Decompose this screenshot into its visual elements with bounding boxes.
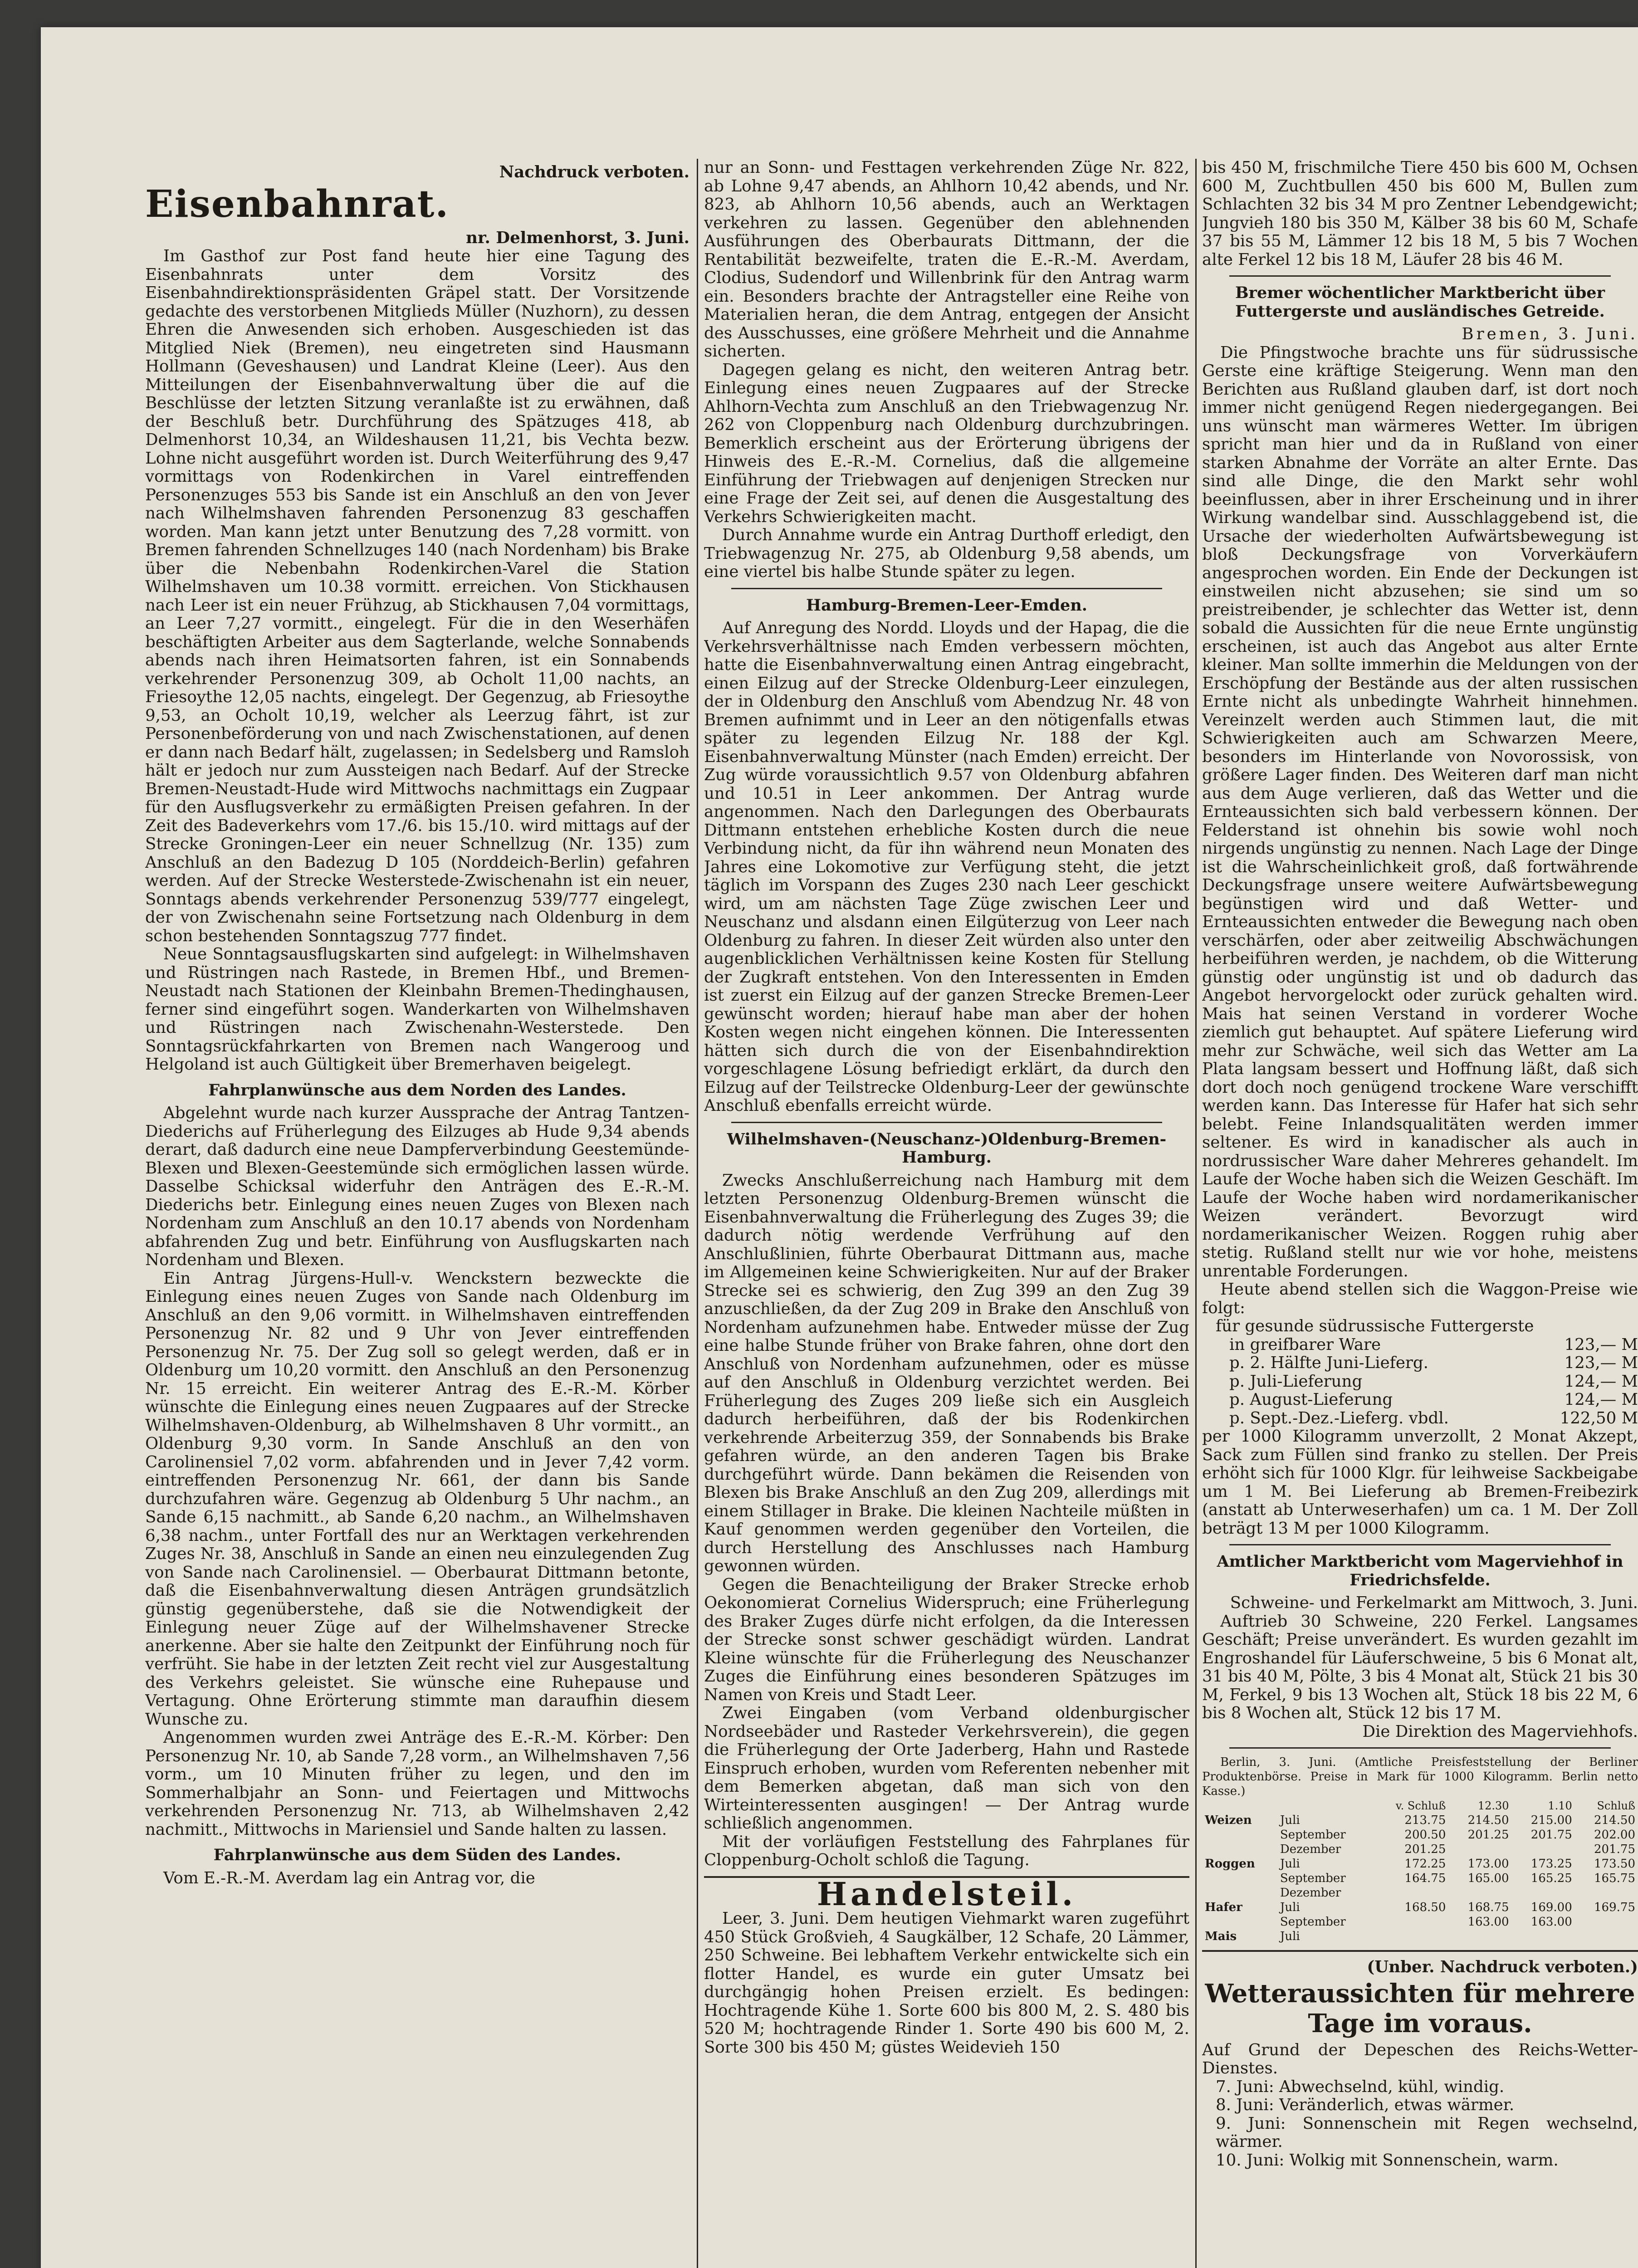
paragraph: Dagegen gelang es nicht, den weiteren Antrag betr. Einlegung eines neuen Zugpaares auf der Strecke Ahlhorn-Vechta zum Anschluß an den Triebwagenzug Nr. 262 von Cloppenburg nach Oldenburg durchzubringen. Bemerklich erscheint aus der Erörterung übrigens der Hinweis des E.-R.-M. Cornelius, daß die allgemeine Einführung der Triebwagen auf denjenigen Strecken nur eine Frage der Zeit sei, auf denen die Ausgestaltung des Verkehrs Schwierigkeiten macht. [704, 360, 1189, 526]
section-rule [1229, 275, 1611, 277]
section-heading: Fahrplanwünsche aus dem Norden des Landes. [208, 1080, 626, 1100]
paragraph: Auf Anregung des Nordd. Lloyds und der Hapag, die die Verkehrsverhältnisse nach Emden verbessern möchten, hatte die Eisenbahnverwaltung einen Antrag eingebracht, einen Eilzug auf der Strecke Oldenburg-Leer einzulegen, der in Oldenburg den Anschluß vom Abendzug Nr. 48 von Bremen aufnimmt und in Leer an den nötigenfalls etwas später zu legenden Eilzug Nr. 188 der Kgl. Eisenbahnverwaltung Münster (nach Emden) erreicht. Der Zug würde voraussichtlich 9.57 von Oldenburg abfahren und 10.51 in Leer ankommen. Der Antrag wurde angenommen. Nach den Darlegungen des Oberbaurats Dittmann entstehen erhebliche Kosten durch die neue Verbindung nicht, da für ihn während neun Monaten des Jahres eine Lokomotive zur Verfügung steht, die jetzt täglich im Vorspann des Zuges 230 nach Leer geschickt wird, um am nächsten Tage Züge zwischen Leer und Neuschanz und alsdann einen Eilgüterzug von Leer nach Oldenburg zu fahren. In dieser Zeit würden also unter den augenblicklichen Verhältnissen keine Kosten für Stellung der Zugkraft entstehen. Von den Interessenten in Emden ist zuerst ein Eilzug auf der ganzen Strecke Bremen-Leer gewünscht worden; hierauf habe man aber der hohen Kosten wegen nicht eingehen können. Die Interessenten hätten sich durch die von der Eisenbahndirektion vorgeschlagene Lösung befriedigt erklärt, da durch den Eilzug auf der Teilstrecke Oldenburg-Leer der gewünschte Anschluß ebenfalls erreicht würde. [704, 619, 1189, 1115]
price-line: p. Sept.-Dez.-Lieferg. vbdl. 122,50 M [1229, 1408, 1638, 1427]
paragraph: Die Pfingstwoche brachte uns für südrussische Gerste eine kräftige Steigerung. Wenn man den Berichten aus Rußland glauben darf, ist dort noch immer nicht genügend Regen niedergegangen. Bei uns wünscht man wärmeres Wetter. Im übrigen spricht man hier und da in Rußland von einer starken Abnahme der Vorräte an alter Ernte. Das sind alle Dinge, die den Markt sehr wohl beeinflussen, aber in ihrer Erscheinung und in ihrer Wirkung wandelbar sind. Ausschlaggebend ist, die Ursache der wiederholten Aufwärtsbewegung ist bloß Deckungsfrage von Vorverkäufern angesprochen worden. Ein Ende der Deckungen ist einstweilen nicht abzusehen; sie sind um so preistreibender, je schlechter das Wetter ist, denn sobald die Aussichten für die neue Ernte ungünstig erscheinen, ist auch das Angebot aus alter Ernte kleiner. Man sollte immerhin die Meldungen von der Erschöpfung der Bestände aus der alten russischen Ernte nicht als unbedingte Wahrheit hinnehmen. Vereinzelt werden auch Stimmen laut, die mit Schwierigkeiten auch am Schwarzen Meere, besonders im Hinterlande von Novorossisk, von größere Lager finden. Des Weiteren darf man nicht aus dem Auge verlieren, daß das Wetter und die Ernteaussichten sich bald verbessern können. Der Felderstand ist ohnehin bis sowie wohl noch nirgends ungünstig zu nennen. Nach Lage der Dinge ist die Wahrscheinlichkeit groß, daß fortwährende Deckungsfrage unsere weitere Aufwärtsbewegung begünstigen wird und daß Wetter- und Ernteaussichten entweder die Bewegung nach oben verschärfen, oder aber zeitweilig Abschwächungen herbeiführen werden, je nachdem, ob die Witterung günstig oder ungünstig ist und ob dadurch das Angebot hervorgelockt oder zurück gehalten wird. Mais hat seinen Verstand in vorderer Woche ziemlich gut behauptet. Auf spätere Lieferung wird mehr zur Schwäche, weil sich das Wetter am La Plata langsam bessert und Hoffnung läßt, daß sich dort doch noch genügend trockene Ware verschifft werden kann. Das Interesse für Hafer hat sich sehr belebt. Feine Inlandsqualitäten werden immer seltener. Es wird in kanadischer als auch in nordrussischer Ware daher Mehreres gehandelt. Im Laufe der Woche haben sich die Weizen Geschäft. Im Laufe der Woche haben wird nordamerikanischer Weizen verändert. Bevorzugt wird nordamerikanischer Weizen. Roggen ruhig aber stetig. Rußland stellt nur wie vor hohe, meistens unrentable Forderungen. [1202, 343, 1638, 1281]
column-1 [145, 163, 689, 2268]
table-header-row: v. Schluß 12.30 1.10 Schluß [1395, 1799, 1635, 1812]
table-row: Dezember 201.25 201.75 [1280, 1843, 1635, 1856]
section-rule [731, 1122, 1162, 1123]
dateline: nr. Delmenhorst, 3. Juni. [466, 228, 689, 247]
paragraph: Durch Annahme wurde ein Antrag Durthoff erledigt, den Triebwagenzug Nr. 275, ab Oldenburg 9,58 abends, um eine viertel bis halbe Stunde später zu legen. [704, 526, 1189, 581]
table-row: September 164.75 165.00 165.25 165.75 [1280, 1872, 1635, 1885]
paragraph: Neue Sonntagsausflugskarten sind aufgelegt: in Wilhelmshaven und Rüstringen nach Rastede, in Bremen Hbf., und Bremen-Neustadt nach Stationen der Kleinbahn Bremen-Thedinghausen, ferner sind eingeführt sogen. Wanderkarten von Wilhelmshaven und Rüstringen nach Zwischenahn-Westerstede. Den Sonntagsrückfahrkarten von Bremen nach Wangeroog und Helgoland ist auch Gültigkeit über Bremerhaven beigelegt. [145, 945, 689, 1074]
paragraph: Zwecks Anschlußerreichung nach Hamburg mit dem letzten Personenzug Oldenburg-Bremen wünscht die Eisenbahnverwaltung die Früherlegung des Zuges 39; die dadurch nötig werdende Verfrühung auf den Anschlußlinien, führte Oberbaurat Dittmann aus, mache im Allgemeinen keine Schwierigkeiten. Nur auf der Braker Strecke sei es schwierig, den Zug 399 an den Zug 39 anzuschließen, da der Zug 209 in Brake den Anschluß von Nordenham aufzunehmen habe. Entweder müsse der Zug eine halbe Stunde früher von Brake fahren, ohne dort den Anschluß von Nordenham aufzunehmen, oder es müsse auf den Anschluß in Oldenburg verzichtet werden. Bei Früherlegung des Zuges 209 ließe sich ein Ausgleich dadurch herbeiführen, daß der bis Rodenkirchen verkehrende Arbeiterzug 359, der Sonnabends bis Brake gefahren würde, an den anderen Tagen bis Brake durchgeführt würde. Dann bekämen die Reisenden von Blexen bis Brake Anschluß an den Zug 209, allerdings mit einem Stillager in Brake. Die kleinen Nachteile müßten in Kauf genommen werden gegenüber den Vorteilen, die durch Herstellung des Anschlusses nach Hamburg gewonnen würden. [704, 1171, 1189, 1575]
paragraph: per 1000 Kilogramm unverzollt, 2 Monat Akzept, Sack zum Füllen sind franko zu stellen. Der Preis erhöht sich für 1000 Klgr. für leihweise Sackbeigabe um 1 M. Bei Lieferung ab Bremen-Freibezirk (anstatt ab Unterweserhafen) um ca. 1 M. Der Zoll beträgt 13 M per 1000 Kilogramm. [1202, 1427, 1638, 1538]
column-2 [704, 159, 1189, 2268]
paragraph: Abgelehnt wurde nach kurzer Aussprache der Antrag Tantzen-Diederichs auf Früherlegung des Eilzuges ab Hude 9,34 abends derart, daß dadurch eine neue Dampferverbindung Geestemünde-Blexen und Blexen-Geestemünde sich ermöglichen lassen würde. Dasselbe Schicksal widerfuhr den Anträgen des E.-R.-M. Diederichs betr. Einlegung eines neuen Zuges von Blexen nach Nordenham zum Anschluß an den 10.17 abends von Nordenham abfahrenden Zug und betr. Einführung von Ausflugskarten nach Nordenham und Blexen. [145, 1104, 689, 1269]
table-row: Hafer Juli 168.50 168.75 169.00 169.75 [1205, 1901, 1635, 1914]
berlin-price-table [1202, 1799, 1638, 1944]
price-line: p. Juli-Lieferung 124,— M [1229, 1372, 1638, 1391]
paragraph: nur an Sonn- und Festtagen verkehrenden Züge Nr. 822, ab Lohne 9,47 abends, an Ahlhorn 10,42 abends, und Nr. 823, ab Ahlhorn 10,56 abends, auch an Werktagen verkehren zu lassen. Gegenüber den ablehnenden Ausführungen des Oberbaurats Dittmann, der die Rentabilität bezweifelte, traten die E.-R.-M. Averdam, Clodius, Sudendorf und Willenbrink für den Antrag warm ein. Besonders brachte der Antragsteller eine Reihe von Materialien heran, die dem Antrag, entgegen der Ansicht des Ausschusses, eine größere Mehrheit und die Annahme sicherten. [704, 159, 1189, 361]
dateline: Bremen, 3. Juni. [1462, 325, 1638, 343]
paragraph: Mit der vorläufigen Feststellung des Fahrplanes für Cloppenburg-Ocholt schloß die Tagung. [704, 1832, 1189, 1869]
paragraph: Auftrieb 30 Schweine, 220 Ferkel. Langsames Geschäft; Preise unverändert. Es wurden gezahlt im Engroshandel für Läuferschweine, 5 bis 6 Monat alt, 31 bis 40 M, Pölte, 3 bis 4 Monat alt, Stück 21 bis 30 M, Ferkel, 9 bis 13 Wochen alt, Stück 18 bis 22 M, 6 bis 8 Wochen alt, Stück 12 bis 17 M. [1202, 1612, 1638, 1722]
paragraph: Im Gasthof zur Post fand heute hier eine Tagung des Eisenbahnrats unter dem Vorsitz des Eisenbahndirektionspräsidenten Gräpel statt. Der Vorsitzende gedachte des verstorbenen Mitglieds Müller (Nuzhorn), zu dessen Ehren die Anwesenden sich erhoben. Ausgeschieden ist das Mitglied Niek (Bremen), neu eingetreten sind Hausmann Hollmann (Geveshausen) und Landrat Kleine (Leer). Aus den Mitteilungen der Eisenbahnverwaltung über die auf die Beschlüsse der letzten Sitzung veranlaßte ist zu erwähnen, daß der Beschluß betr. Durchführung des Spätzuges 418, ab Delmenhorst 10,34, an Wildeshausen 11,21, bis Vechta bezw. Lohne nicht ausgeführt worden ist. Durch Weiterführung des 9,47 vormittags von Rodenkirchen in Varel eintreffenden Personenzuges 553 bis Sande ist ein Anschluß an den von Jever nach Wilhelmshaven fahrenden Personenzug 83 geschaffen worden. Man kann jetzt unter Benutzung des 7,28 vormitt. von Bremen fahrenden Schnellzuges 140 (nach Nordenham) bis Brake über die Nebenbahn Rodenkirchen-Varel die Station Wilhelmshaven um 10.38 vormitt. erreichen. Von Stickhausen nach Leer ist ein neuer Frühzug, ab Stickhausen 7,04 vormittags, an Leer 7,27 vormitt., eingelegt. Für die in den Weserhäfen beschäftigten Arbeiter aus dem Sagterlande, welche Sonnabends abends nach ihren Heimatsorten fahren, ist ein Sonnabends verkehrender Personenzug 309, ab Ocholt 11,00 nachts, an Friesoythe 12,05 nachts, eingelegt. Der Gegenzug, ab Friesoythe 9,53, an Ocholt 10,19, welcher als Leerzug fährt, ist zur Personenbeförderung von und nach Zwischenstationen, auf denen er dann nach Bedarf hält, zugelassen; in Sedelsberg und Ramsloh hält er jedoch nur zum Aussteigen nach Bedarf. Auf der Strecke Bremen-Neustadt-Hude wird Mittwochs nachmittags ein Zugpaar für den Ausflugsverkehr zu ermäßigten Preisen gefahren. In der Zeit des Badeverkehrs vom 17./6. bis 15./10. wird mittags auf der Strecke Groningen-Leer ein neuer Schnellzug (Nr. 135) zum Anschluß an den Badezug D 105 (Norddeich-Berlin) gefahren werden. Auf der Strecke Westerstede-Zwischenahn ist ein neuer, Sonntags abends verkehrender Personenzug 539/777 eingelegt, der von Zwischenahn seine Fortsetzung nach Oldenburg in dem schon bestehenden Sonntagszug 777 findet. [145, 247, 689, 945]
weather-source: Auf Grund der Depeschen des Reichs-Wetter-Dienstes. [1202, 2040, 1638, 2077]
price-line: p. 2. Hälfte Juni-Lieferg. 123,— M [1229, 1354, 1638, 1372]
section-rule [731, 588, 1162, 589]
table-row: Weizen Juli 213.75 214.50 215.00 214.50 [1205, 1813, 1635, 1827]
section-heading: Bremer wöchentlicher Marktbericht über Futtergerste und ausländisches Getreide. [1235, 284, 1605, 321]
reprint-note: Nachdruck verboten. [499, 163, 689, 181]
weather-title: Wetteraussichten für mehrere Tage im voraus. [1205, 1978, 1635, 2038]
signature: Die Direktion des Magerviehhofs. [1362, 1722, 1638, 1741]
paragraph: Zwei Eingaben (vom Verband oldenburgischer Nordseebäder und Rasteder Verkehrsverein), die gegen die Früherlegung der Orte Jaderberg, Hahn und Rastede Einspruch erhoben, wurden vom Referenten nebenher mit dem Bemerken abgetan, daß man sich von den Wirteinteressenten ausgingen! — Der Antrag wurde schließlich angenommen. [704, 1704, 1189, 1833]
section-heading: Amtlicher Marktbericht vom Magerviehhof in Friedrichsfelde. [1217, 1552, 1623, 1589]
section-heading: Hamburg-Bremen-Leer-Emden. [806, 596, 1087, 615]
reprint-note: (Unber. Nachdruck verboten.) [1367, 1958, 1638, 1976]
section-heading: Fahrplanwünsche aus dem Süden des Landes. [213, 1846, 621, 1864]
table-row: September 163.00 163.00 [1280, 1915, 1572, 1929]
paragraph: bis 450 M, frischmilche Tiere 450 bis 600 M, Ochsen 600 M, Zuchtbullen 450 bis 600 M, Bullen zum Schlachten 32 bis 34 M pro Zentner Lebendgewicht; Jungvieh 180 bis 350 M, Kälber 38 bis 60 M, Schafe 37 bis 55 M, Lämmer 12 bis 18 M, 5 bis 7 Wochen alte Ferkel 12 bis 18 M, Läufer 28 bis 46 M. [1202, 159, 1638, 269]
paragraph: Ein Antrag Jürgens-Hull-v. Wenckstern bezweckte die Einlegung eines neuen Zuges von Sande nach Oldenburg im Anschluß an den 9,06 vormitt. in Wilhelmshaven eintreffenden Personenzug Nr. 82 und 9 Uhr von Jever eintreffenden Personenzug Nr. 75. Der Zug soll so gelegt werden, daß er in Oldenburg um 10,20 vormitt. den Anschluß an den Personenzug Nr. 15 erreicht. Ein weiterer Antrag des E.-R.-M. Körber wünschte die Einlegung eines neuen Zugpaares auf der Strecke Wilhelmshaven-Oldenburg, ab Wilhelmshaven 8 Uhr vormitt., an Oldenburg 9,30 vorm. In Sande Anschluß an den von Carolinensiel 7,02 vorm. abfahrenden und in Jever 7,42 vorm. eintreffenden Personenzug Nr. 661, der dann bis Sande durchzufahren wäre. Gegenzug ab Oldenburg 5 Uhr nachm., an Sande 6,15 nachmitt., ab Sande 6,20 nachm., an Wilhelmshaven 6,38 nachm., unter Fortfall des nur an Werktagen verkehrenden Zuges Nr. 38, Anschluß in Sande an einen neu einzulegenden Zug von Sande nach Carolinensiel. — Oberbaurat Dittmann betonte, daß die Eisenbahnverwaltung diesen Anträgen grundsätzlich günstig gegenüberstehe, daß sie die Notwendigkeit der Einlegung neuer Züge auf der Wilhelmshavener Strecke anerkenne. Aber sie halte den Zeitpunkt der Einführung noch für verfrüht. Sie habe in der letzten Zeit recht viel zur Ausgestaltung des Verkehrs geleistet. Sie wünsche eine Ruhepause und Vertagung. Ohne Erörterung stimmte man daraufhin diesem Wunsche zu. [145, 1269, 689, 1729]
newspaper-page [41, 27, 1638, 2268]
weather-item: 9. Juni: Sonnenschein mit Regen wechselnd, wärmer. [1216, 2114, 1638, 2151]
handel-title: Handelsteil. [817, 1875, 1077, 1913]
column-divider-2 [1195, 159, 1197, 2268]
paragraph: Angenommen wurden zwei Anträge des E.-R.-M. Körber: Den Personenzug Nr. 10, ab Sande 7,28 vorm., an Wilhelmshaven 7,56 vorm., um 10 Minuten früher zu legen, und den im Sommerhalbjahr an Sonn- und Feiertagen und Mittwochs verkehrenden Personenzug Nr. 713, ab Wilhelmshaven 2,42 nachmitt., Mittwochs in Mariensiel und Sande halten zu lassen. [145, 1728, 689, 1839]
section-heading: Wilhelmshaven-(Neuschanz-)Oldenburg-Bremen-Hamburg. [727, 1129, 1167, 1167]
price-line: p. August-Lieferung 124,— M [1229, 1390, 1638, 1409]
paragraph: Gegen die Benachteiligung der Braker Strecke erhob Oekonomierat Cornelius Widerspruch; eine Früherlegung des Braker Zuges dürfe nicht erfolgen, da die Interessen der Strecke sonst schwer geschädigt würden. Landrat Kleine wünschte für die Früherlegung des Neuschanzer Zuges die Einführung eines besonderen Spätzuges im Namen von Kreis und Stadt Leer. [704, 1575, 1189, 1704]
table-row: Dezember [1280, 1886, 1341, 1900]
price-line: in greifbarer Ware 123,— M [1229, 1335, 1638, 1354]
weather-item: 7. Juni: Abwechselnd, kühl, windig. [1216, 2077, 1505, 2096]
column-3 [1202, 159, 1638, 2268]
table-row: Roggen Juli 172.25 173.00 173.25 173.50 [1205, 1857, 1635, 1871]
berlin-heading: Berlin, 3. Juni. (Amtliche Preisfeststellung der Berliner Produktenbörse. Preise in Mark für 1000 Kilogramm. Berlin netto Kasse.) [1202, 1755, 1638, 1798]
article-title: Eisenbahnrat. [145, 182, 450, 226]
paragraph: Vom E.-R.-M. Averdam lag ein Antrag vor, die [163, 1868, 535, 1887]
price-heading: für gesunde südrussische Futtergerste [1216, 1317, 1534, 1335]
table-row: Mais Juli [1205, 1930, 1300, 1943]
section-rule [1229, 1747, 1611, 1749]
weather-item: 10. Juni: Wolkig mit Sonnenschein, warm. [1216, 2151, 1559, 2170]
table-row: September 200.50 201.25 201.75 202.00 [1280, 1828, 1635, 1842]
section-rule [1229, 1544, 1611, 1545]
weather-item: 8. Juni: Veränderlich, etwas wärmer. [1216, 2096, 1515, 2114]
section-rule [1202, 1950, 1638, 1952]
column-divider-1 [697, 159, 698, 2268]
paragraph: Leer, 3. Juni. Dem heutigen Viehmarkt waren zugeführt 450 Stück Großvieh, 4 Saugkälber, 12 Schafe, 20 Lämmer, 250 Schweine. Bei lebhaftem Verkehr entwickelte sich ein flotter Handel, es wurde ein guter Umsatz bei durchgängig hohen Preisen erzielt. Es bedingen: Hochtragende Kühe 1. Sorte 600 bis 800 M, 2. S. 480 bis 520 M; hochtragende Rinder 1. Sorte 490 bis 600 M, 2. Sorte 300 bis 450 M; güstes Weidevieh 150 [704, 1909, 1189, 2057]
paragraph: Heute abend stellen sich die Waggon-Preise wie folgt: [1202, 1280, 1638, 1317]
dateline: Schweine- und Ferkelmarkt am Mittwoch, 3. Juni. [1230, 1593, 1638, 1612]
